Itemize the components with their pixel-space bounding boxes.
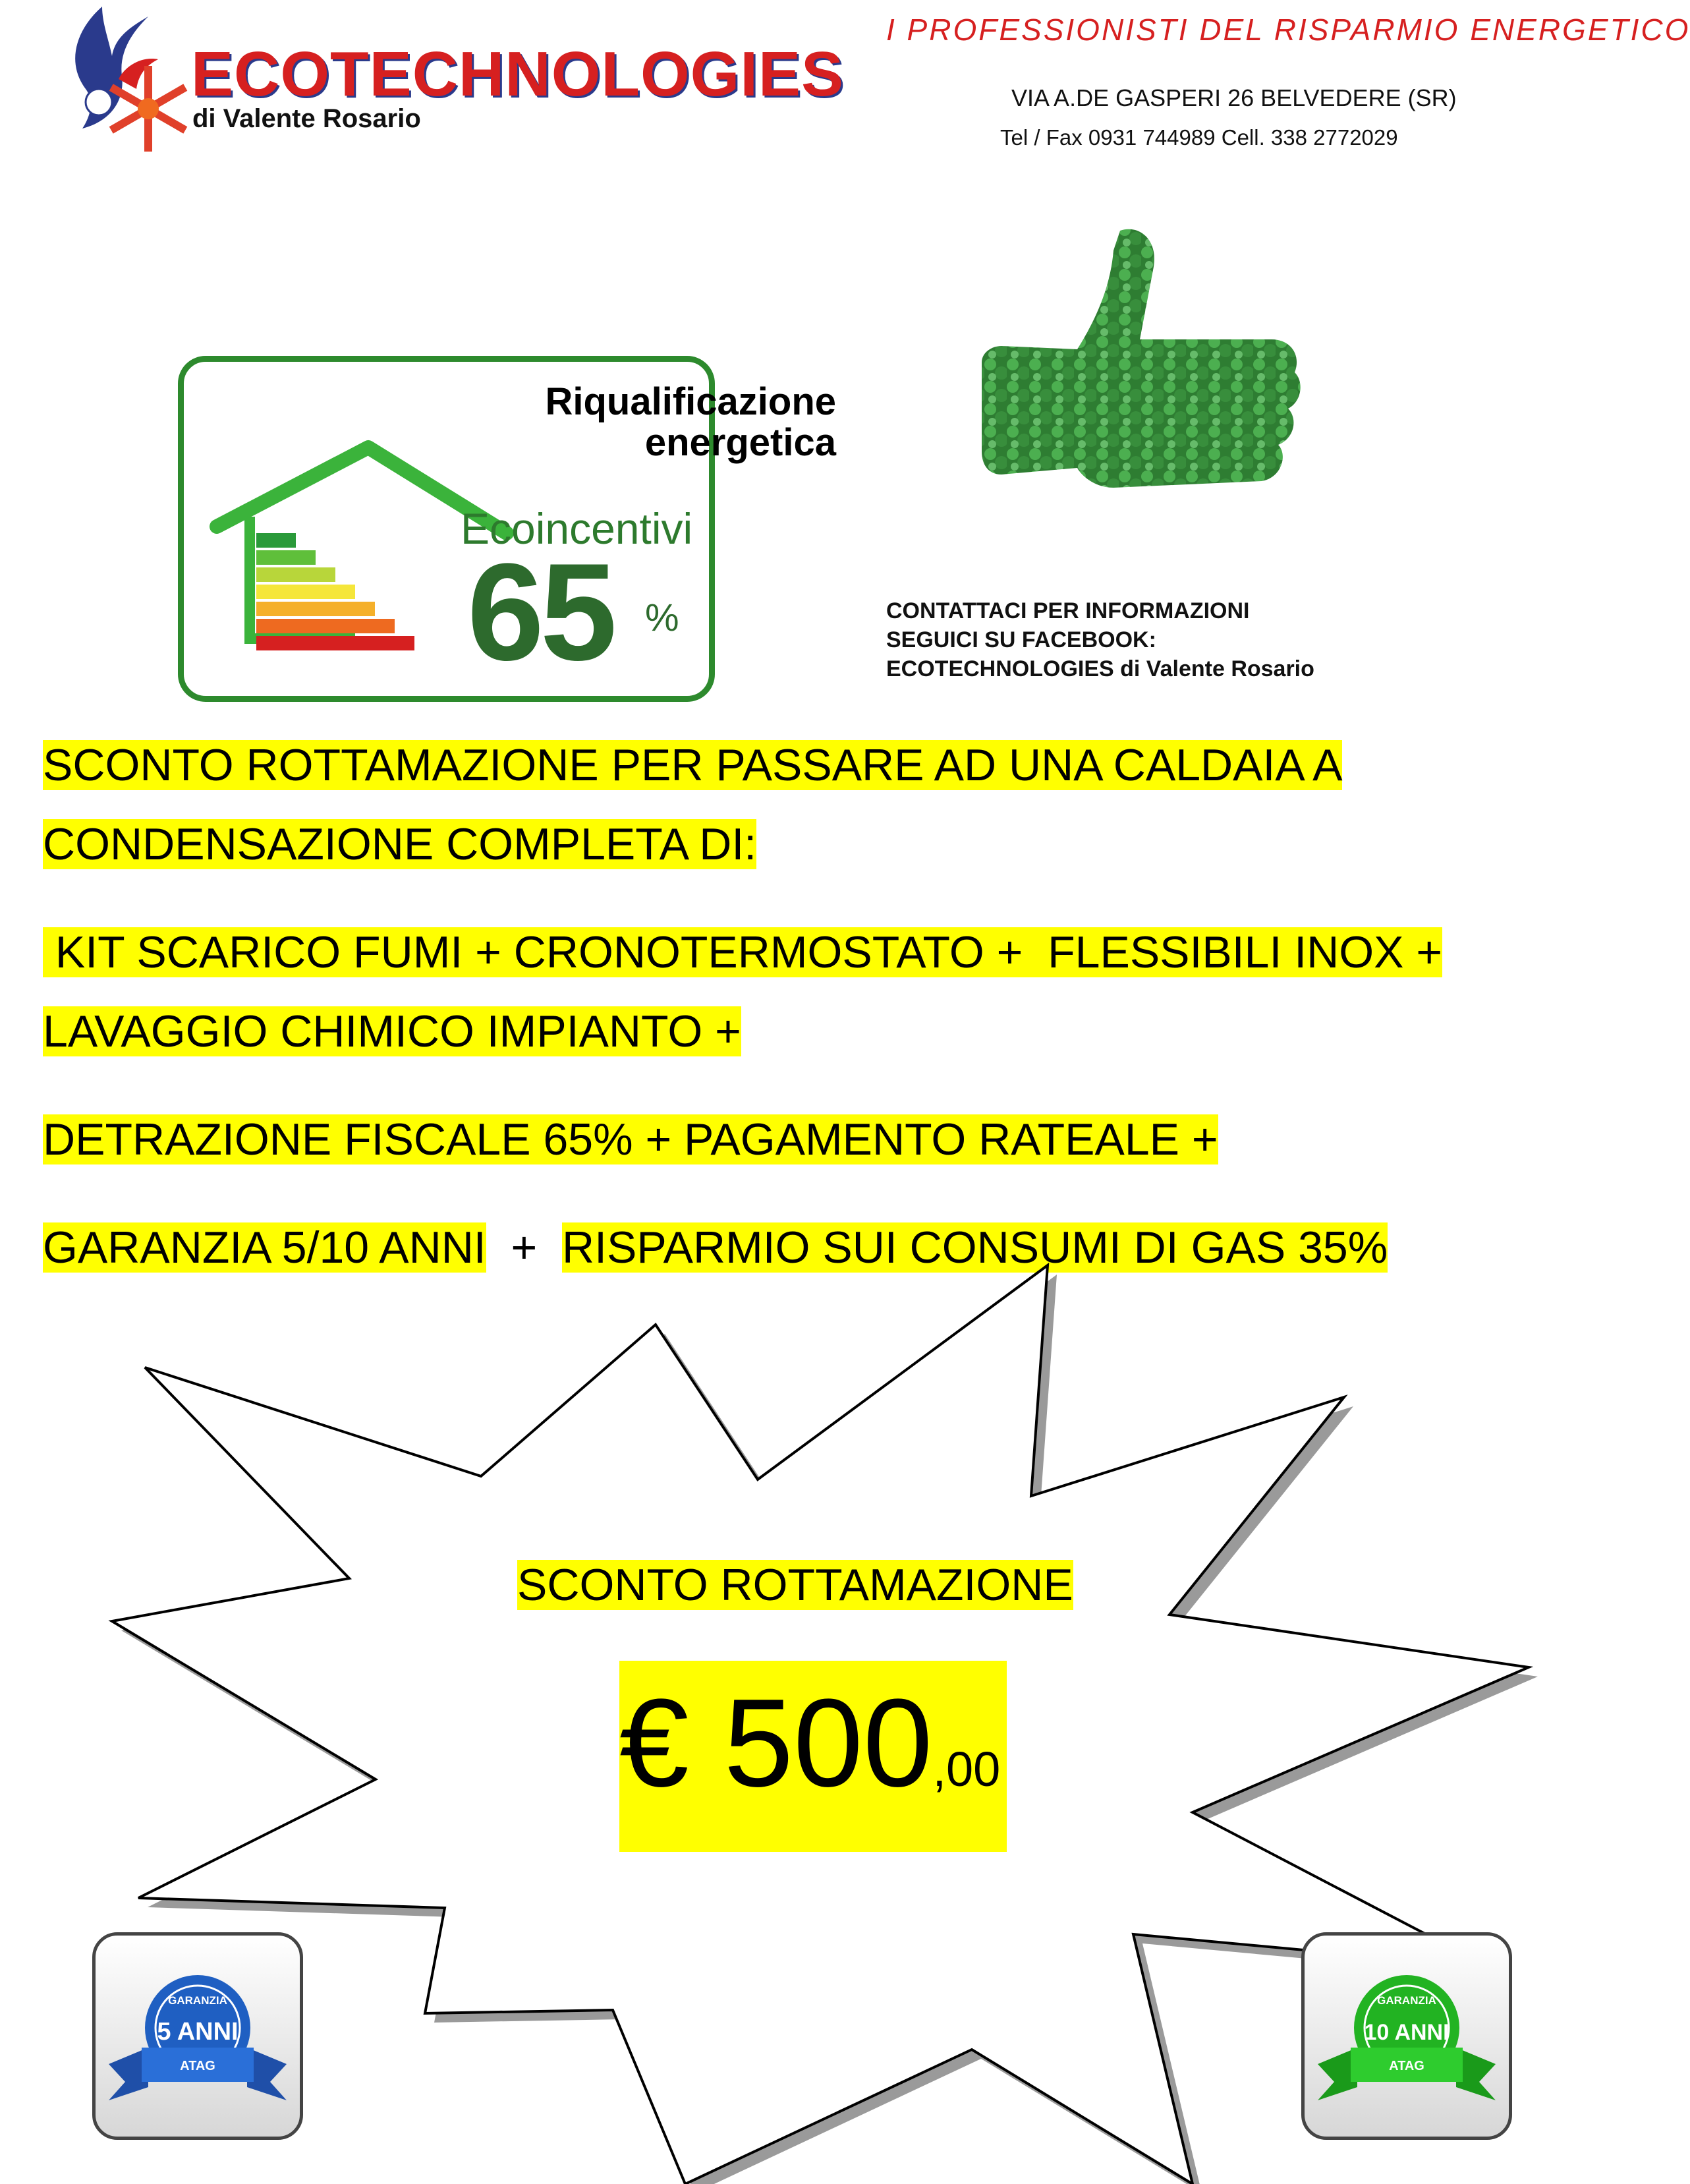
warranty-10-years: 10 ANNI bbox=[1364, 2020, 1450, 2045]
contact-line1: CONTATTACI PER INFORMAZIONI bbox=[886, 598, 1250, 623]
warranty-badge-5-years bbox=[92, 1932, 303, 2140]
offer-savings: RISPARMIO SUI CONSUMI DI GAS 35% bbox=[561, 1222, 1388, 1273]
tagline: I PROFESSIONISTI DEL RISPARMIO ENERGETICO bbox=[886, 13, 1690, 47]
phone-numbers: Tel / Fax 0931 744989 Cell. 338 2772029 bbox=[1000, 125, 1398, 150]
eco-incentive-badge bbox=[178, 356, 836, 702]
eco-title bbox=[526, 382, 836, 463]
burst-label: SCONTO ROTTAMAZIONE bbox=[517, 1560, 1073, 1610]
address: VIA A.DE GASPERI 26 BELVEDERE (SR) bbox=[1011, 84, 1457, 111]
brand-logo-icon bbox=[63, 3, 194, 158]
warranty-10-brand: ATAG bbox=[1389, 2059, 1424, 2073]
offer-line5: DETRAZIONE FISCALE 65% + PAGAMENTO RATEALE + bbox=[43, 1114, 1218, 1164]
price-amount: € 500 bbox=[619, 1673, 933, 1813]
offer-line3: KIT SCARICO FUMI + CRONOTERMOSTATO + FLESSIBILI INOX + bbox=[43, 927, 1443, 977]
eco-title-line2: energetica bbox=[644, 421, 836, 464]
warranty-badge-10-years bbox=[1301, 1932, 1512, 2140]
green-thumbs-up-icon bbox=[962, 224, 1331, 567]
warranty-5-brand: ATAG bbox=[180, 2059, 215, 2073]
warranty-5-seal-icon bbox=[96, 1936, 300, 2137]
eco-percent: 65 bbox=[467, 534, 613, 689]
eco-incentive-label: Ecoincentivi bbox=[461, 504, 693, 553]
offer-line2: CONDENSAZIONE COMPLETA DI: bbox=[43, 819, 757, 869]
warranty-10-title: GARANZIA bbox=[1377, 1994, 1436, 2007]
contact-line3: ECOTECHNOLOGIES di Valente Rosario bbox=[886, 656, 1314, 681]
contact-line2: SEGUICI SU FACEBOOK: bbox=[886, 627, 1156, 652]
offer-plus: + bbox=[486, 1222, 562, 1273]
offer-line4: LAVAGGIO CHIMICO IMPIANTO + bbox=[43, 1006, 741, 1056]
eco-title-line1: Riqualificazione bbox=[545, 380, 836, 423]
brand-subtitle: di Valente Rosario bbox=[192, 104, 421, 133]
contact-caption bbox=[886, 596, 1314, 683]
offer-warranty: GARANZIA 5/10 ANNI bbox=[43, 1222, 486, 1273]
price-cents: ,00 bbox=[932, 1742, 1001, 1796]
warranty-5-years: 5 ANNI bbox=[157, 2018, 239, 2046]
warranty-5-title: GARANZIA bbox=[168, 1994, 227, 2007]
offer-line1: SCONTO ROTTAMAZIONE PER PASSARE AD UNA CALDAIA A bbox=[43, 740, 1343, 790]
eco-percent-sign: % bbox=[645, 596, 679, 639]
warranty-10-seal-icon bbox=[1305, 1936, 1509, 2137]
brand-name: ECOTECHNOLOGIES bbox=[191, 39, 845, 109]
price bbox=[619, 1661, 1007, 1852]
